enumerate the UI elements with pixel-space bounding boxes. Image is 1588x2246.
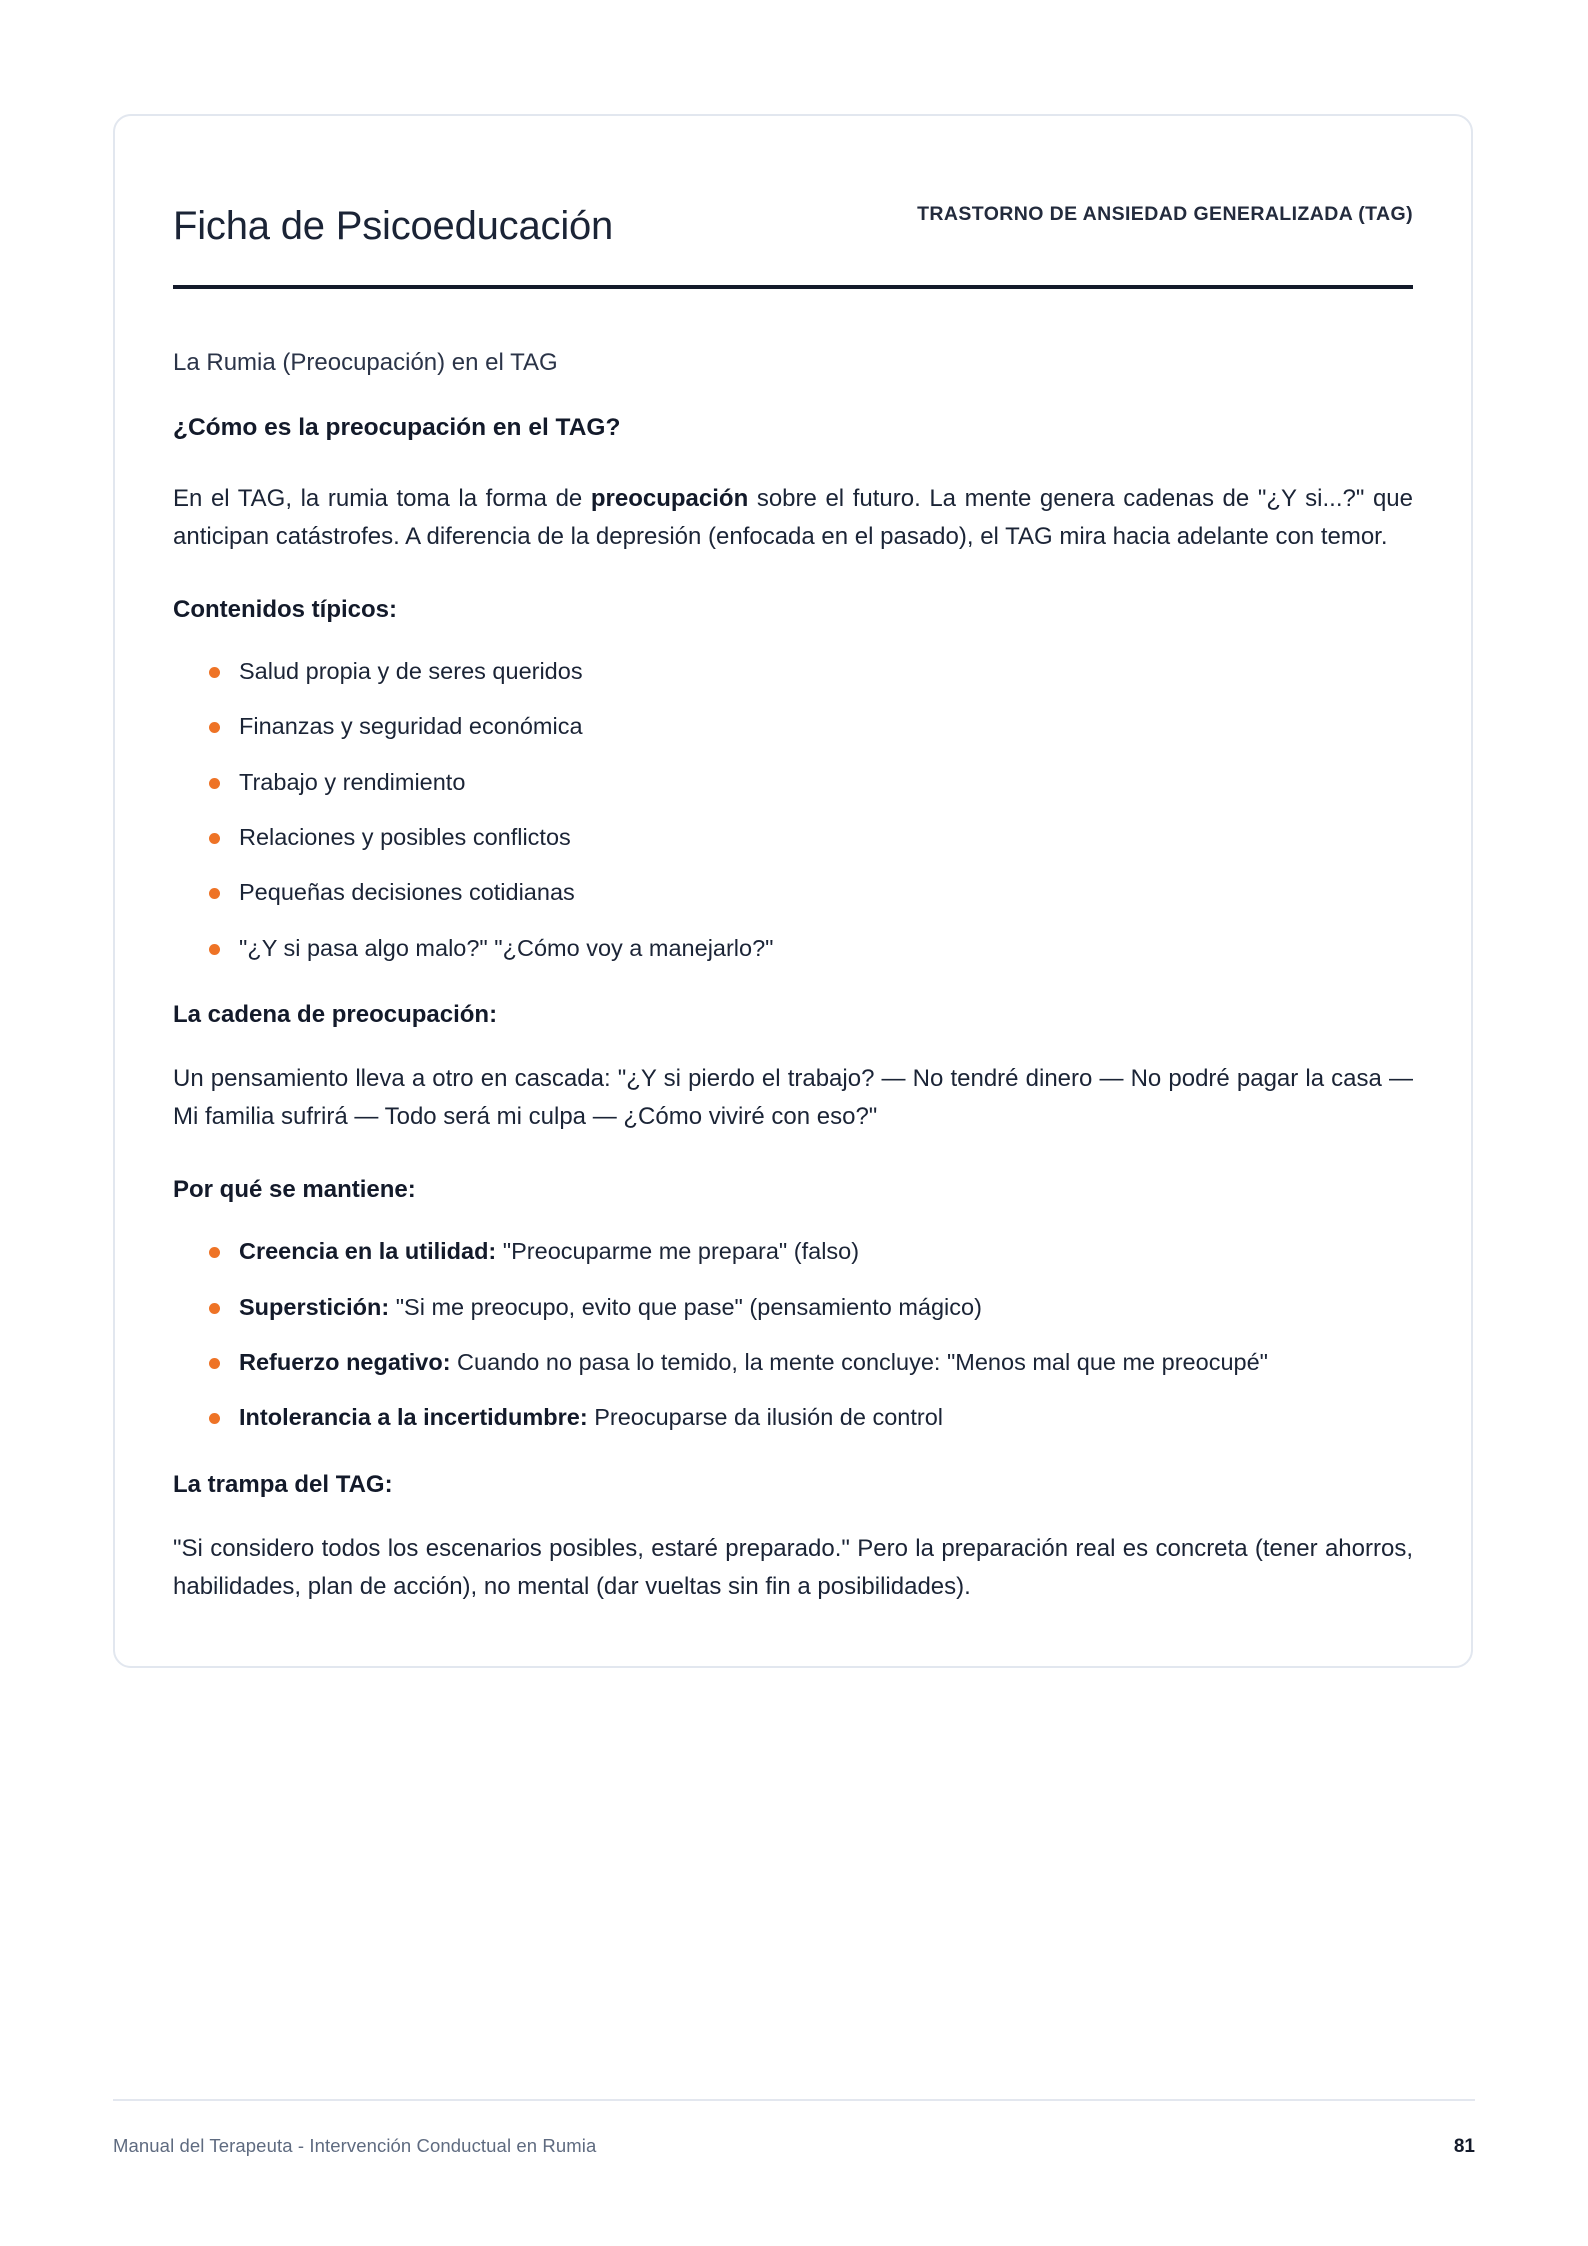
disorder-eyebrow-label: TRASTORNO DE ANSIEDAD GENERALIZADA (TAG) xyxy=(917,203,1413,225)
list-item-text: Salud propia y de seres queridos xyxy=(239,658,583,685)
list-item-lead: Intolerancia a la incertidumbre: xyxy=(239,1404,588,1431)
list-item xyxy=(203,821,1413,854)
list-item xyxy=(203,1291,1413,1324)
page-footer xyxy=(113,2099,1475,2158)
maintenance-label: Por qué se mantiene: xyxy=(173,1176,416,1204)
list-item xyxy=(203,655,1413,688)
footer-row xyxy=(113,2135,1475,2158)
trap-label: La trampa del TAG: xyxy=(173,1470,393,1498)
list-item-text: "Si me preocupo, evito que pase" (pensamiento mágico) xyxy=(389,1293,982,1320)
worry-chain-label: La cadena de preocupación: xyxy=(173,1001,498,1029)
page-number: 81 xyxy=(1453,2136,1475,2157)
header-divider xyxy=(173,285,1413,289)
list-item xyxy=(203,1235,1413,1268)
intro-paragraph xyxy=(173,480,1413,556)
list-item-text: Pequeñas decisiones cotidianas xyxy=(239,879,575,906)
list-item-lead: Creencia en la utilidad: xyxy=(239,1238,497,1265)
question-heading: ¿Cómo es la preocupación en el TAG? xyxy=(173,414,621,442)
page-title: Ficha de Psicoeducación xyxy=(173,204,614,248)
card-header xyxy=(173,203,1413,311)
footer-manual-title: Manual del Terapeuta - Intervención Conductual en Rumia xyxy=(113,2135,597,2156)
worry-chain-paragraph: Un pensamiento lleva a otro en cascada: "¿Y si pierdo el trabajo? — No tendré dinero — No podré pagar la casa — Mi familia sufrirá — Todo será mi culpa — ¿Cómo viviré con eso?" xyxy=(173,1065,1413,1131)
list-item-lead: Refuerzo negativo: xyxy=(239,1349,451,1376)
maintenance-list xyxy=(173,1235,1413,1434)
list-item xyxy=(203,1401,1413,1434)
list-item xyxy=(203,766,1413,799)
section-heading: La Rumia (Preocupación) en el TAG xyxy=(173,349,558,376)
typical-contents-list xyxy=(173,655,1413,965)
footer-divider xyxy=(113,2099,1475,2101)
list-item-text: "¿Y si pasa algo malo?" "¿Cómo voy a manejarlo?" xyxy=(239,934,774,961)
list-item xyxy=(203,710,1413,743)
list-item-text: Relaciones y posibles conflictos xyxy=(239,824,571,851)
list-item-text: Trabajo y rendimiento xyxy=(239,768,466,795)
typical-contents-label: Contenidos típicos: xyxy=(173,595,397,623)
list-item-text: Cuando no pasa lo temido, la mente concluye: "Menos mal que me preocupé" xyxy=(450,1349,1268,1376)
list-item-lead: Superstición: xyxy=(239,1293,390,1320)
card-body xyxy=(173,311,1413,1606)
list-item xyxy=(203,932,1413,965)
intro-emphasis: preocupación xyxy=(590,485,749,513)
trap-paragraph: "Si considero todos los escenarios posibles, estaré preparado." Pero la preparación real es concreta (tener ahorros, habilidades, plan de acción), no mental (dar vueltas sin fin a posibilidades). xyxy=(173,1535,1413,1600)
intro-text-after: sobre el futuro. La mente genera cadenas de "¿Y si...?" que anticipan catástrofes. A diferencia de la depresión (enfocada en el pasado), el TAG mira hacia adelante con temor. xyxy=(173,485,1413,550)
list-item-text: Finanzas y seguridad económica xyxy=(239,713,583,740)
psychoeducation-card xyxy=(113,114,1473,1668)
list-item-text: "Preocuparme me prepara" (falso) xyxy=(496,1238,860,1265)
intro-text-before: En el TAG, la rumia toma la forma de xyxy=(173,485,591,513)
list-item xyxy=(203,876,1413,909)
list-item xyxy=(203,1346,1413,1379)
list-item-text: Preocuparse da ilusión de control xyxy=(587,1404,944,1431)
